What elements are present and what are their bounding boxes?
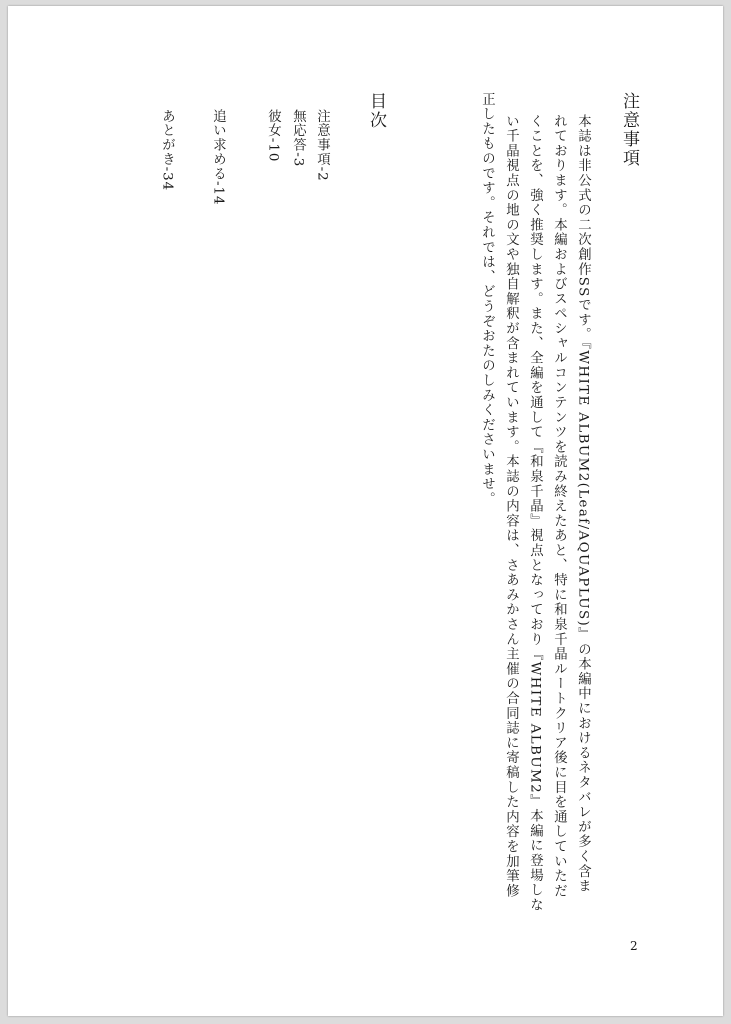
- notice-heading: 注意事項: [619, 92, 639, 168]
- document-page: [8, 6, 723, 1016]
- page-number: 2: [630, 939, 638, 953]
- toc-item[interactable]: 追い求める-14: [210, 109, 226, 206]
- toc-item[interactable]: 彼女-10: [265, 109, 281, 163]
- notice-line-4: い千晶視点の地の文や独自解釈が含まれています。本誌の内容は、さあみかさん主催の合同誌に寄稿した内容を加筆修: [503, 114, 519, 899]
- toc-item[interactable]: 無応答-3: [290, 109, 306, 168]
- notice-line-1: 本誌は非公式の二次創作SSです。『WHITE ALBUM2(Leaf/AQUAPLUS)』の本編中におけるネタバレが多く含ま: [575, 114, 591, 894]
- notice-line-3: くことを、強く推奨します。また、全編を通して『和泉千晶』視点となっており『WHITE ALBUM2』本編に登場しな: [527, 114, 543, 913]
- toc-heading: 目次: [366, 92, 386, 130]
- notice-line-5: 正したものです。それでは、どうぞおたのしみくださいませ。: [479, 92, 495, 507]
- notice-line-2: れております。本編およびスペシャルコンテンツを読み終えたあと、特に和泉千晶ルートクリア後に目を通していただ: [551, 114, 567, 899]
- toc-item[interactable]: あとがき-34: [159, 109, 175, 192]
- toc-item[interactable]: 注意事項-2: [314, 109, 330, 182]
